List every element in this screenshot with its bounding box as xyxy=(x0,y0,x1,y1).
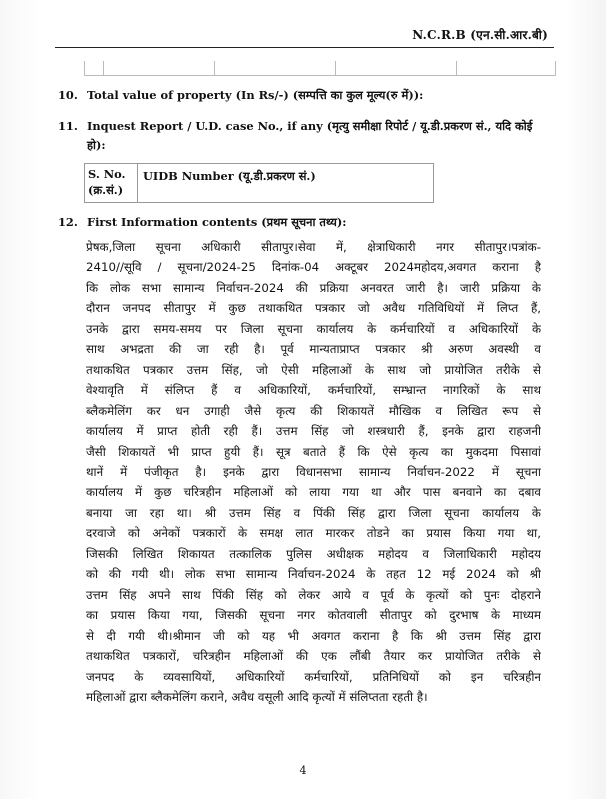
text-line: महिलाओं द्वारा ब्लैकमेलिंग कराने, अवैध वसूली आदि कृत्यों में संलिप्तता रहती है। xyxy=(86,689,428,704)
text-line: जिसकी लिखित शिकायत तत्कालिक पुलिस अधीक्षक महोदय व जिलाधिकारी महोदय xyxy=(86,546,541,561)
header-org: N.C.R.B (एन.सी.आर.बी) xyxy=(412,28,548,42)
text-line: ब्लैकमेलिंग कर धन उगाही जैसे कृत्य की शिकायतें मौखिक व लिखित रूप से xyxy=(86,403,541,418)
text-line: उनके द्वारा समय-समय पर जिला सूचना कार्यालय के कर्मचारियों व अधिकारियों के xyxy=(86,321,541,336)
table-cell xyxy=(85,61,104,75)
udid-table xyxy=(84,163,434,203)
text-line: कि लोक सभा सामान्य निर्वाचन-2024 की प्रक्रिया अनवरत जारी है। जारी प्रक्रिया के xyxy=(86,280,541,295)
item-number: 11. xyxy=(58,119,78,133)
item-label: Total value of property (In Rs/-) (सम्पत्ति का कुल मूल्य(रु में)): xyxy=(87,88,424,102)
text-line: बनाया जा रहा था। श्री उत्तम सिंह व पिंकी सिंह द्वारा जिला सूचना कार्यालय के xyxy=(86,505,541,520)
text-line: तथाकथित पत्रकारों, चरित्रहीन महिलाओं की एक लौंबी तैयार कर प्रायोजित तरीके से xyxy=(86,649,541,664)
uidb-header: UIDB Number (यू.डी.प्रकरण सं.) xyxy=(143,169,316,183)
table-cell xyxy=(457,61,555,75)
text-line: दौरान जनपद सीतापुर में कुछ तथाकथित पत्रकार जो अवैध गतिविधियों में लिप्त हैं, xyxy=(86,301,541,316)
text-line: का प्रयास किया गया, जिसकी सूचना नगर कोतवाली सीतापुर को दुरभाष के माध्यम xyxy=(86,608,541,623)
text-line: प्रेषक,जिला सूचना अधिकारी सीतापुर।सेवा में, क्षेत्राधिकारी नगर सीतापुर।पत्रांक- xyxy=(86,240,541,254)
previous-table-row xyxy=(84,61,556,76)
table-cell xyxy=(336,61,457,75)
text-line: 2410//सूवि / सूचना/2024-25 दिनांक-04 अक्टूबर 2024महोदय,अवगत कराना है xyxy=(86,260,541,275)
item-number: 12. xyxy=(58,215,78,229)
text-line: जैसी शिकायतें भी प्राप्त हुयी हैं। सूत्र बताते हैं कि ऐसे कृत्य का मुकदमा पिसावां xyxy=(86,444,541,459)
page-number: 4 xyxy=(299,764,307,777)
first-information-contents xyxy=(86,237,541,707)
text-line: कार्यालय में प्राप्त होती रही हैं। उत्तम सिंह जो शस्त्रधारी हैं, इनके द्वारा राहजनी xyxy=(86,424,541,439)
item-label: First Information contents (प्रथम सूचना तथ्य): xyxy=(87,215,347,229)
text-line: जनपद के व्यवसायियों, अधिकारियों कर्मचारियों, प्रतिनिधियों को इन चरित्रहीन xyxy=(86,669,541,684)
text-line: दरवाजे को अनेकों पत्रकारों के समक्ष लात मारकर तोडने का प्रयास किया गया था, xyxy=(86,526,541,541)
text-line: साथ अभद्रता की जा रही है। पूर्व मान्यताप्राप्त पत्रकार श्री अरुण अवस्थी व xyxy=(86,342,541,357)
header-rule xyxy=(55,47,554,48)
item-number: 10. xyxy=(58,88,78,102)
text-line: उत्तम सिंह अपने साथ पिंकी सिंह को लेकर आये व पूर्व के कृत्यों को पुनः दोहराने xyxy=(86,587,541,602)
table-cell xyxy=(104,61,215,75)
text-line: वेश्यावृति में संलिप्त हैं व अधिकारियों, कर्मचारियों, सम्भ्रान्त नागरिकों के साथ xyxy=(86,383,541,398)
text-line: कार्यालय में कुछ चरित्रहीन महिलाओं को लाया गया था और पास बनवाने का दबाव xyxy=(86,485,541,500)
table-cell xyxy=(215,61,336,75)
sno-header: S. No. (क्र.सं.) xyxy=(85,164,138,202)
text-line: थानें में पंजीकृत है। इनके द्वारा विधानसभा सामान्य निर्वाचन-2022 में सूचना xyxy=(86,464,541,479)
item-label: Inquest Report / U.D. case No., if any (मृत्यु समीक्षा रिपोर्ट / यू.डी.प्रकरण सं., यदि कोई हो): xyxy=(87,119,533,152)
text-line: से दी गयी थी।श्रीमान जी को यह भी अवगत कराना है कि श्री उत्तम सिंह द्वारा xyxy=(86,628,541,643)
text-line: को की गयी थी। लोक सभा सामान्य निर्वाचन-2024 के तहत 12 मई 2024 को श्री xyxy=(86,567,541,582)
text-line: तथाकथित पत्रकार उत्तम सिंह, जो ऐसी महिलाओं के साथ जो प्रायोजित तरीके से xyxy=(86,362,541,377)
